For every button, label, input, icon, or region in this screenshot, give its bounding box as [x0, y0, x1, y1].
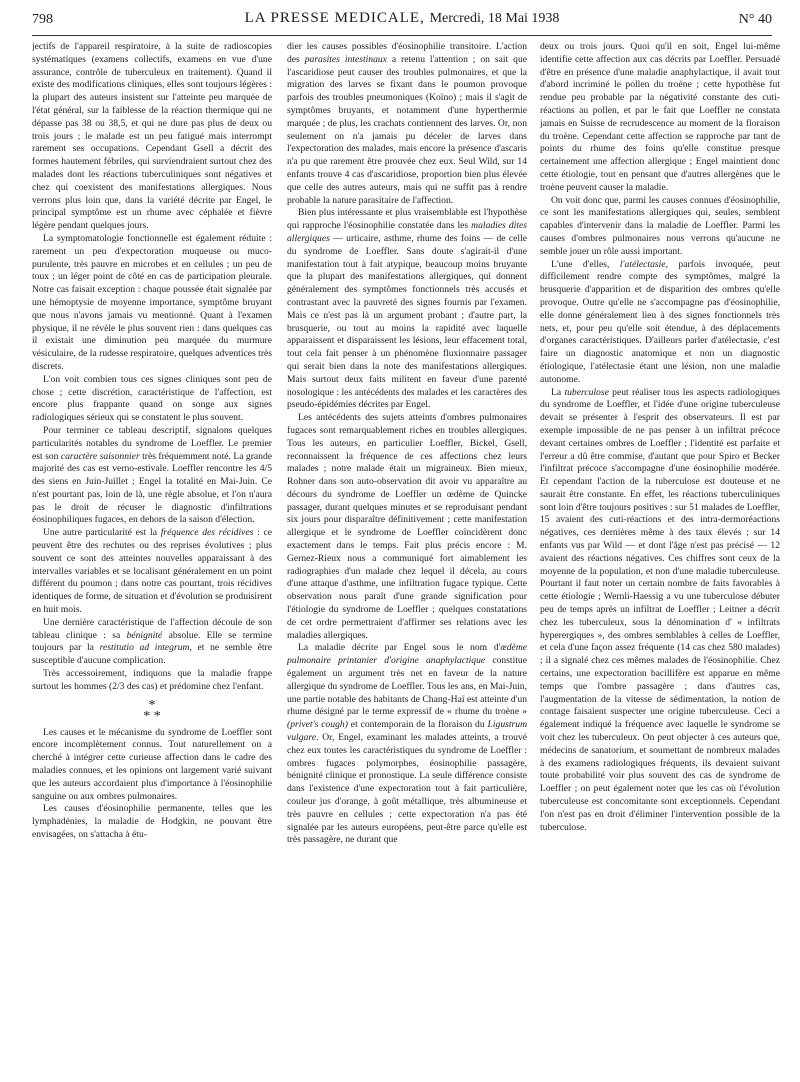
paragraph: deux ou trois jours. Quoi qu'il en soit, Engel lui-même identifie cette affection aux cas décrits par Loeffler. Persuadé d'être en présence d'une maladie anaphylactique, il avait tout d'abord incriminé le pollen du troène ; cette hypothèse fut rendue peu probable par la négativité constante des cuti-réactions au pollen, et par le fait que Loeffler ne constata jamais en Suisse de recrudescence au moment de la floraison du troène. Cependant cette affection se rapproche par tant de points du rhume des foins qu'elle constitue presque certainement une affection allergique ; Engel maintient donc cette étiologie, tout en pensant que d'autres allergènes que le troène peuvent causer la maladie. — [540, 41, 780, 193]
paragraph: La symptomatologie fonctionnelle est également réduite : rarement un peu d'expectoration muqueuse ou muco-purulente, très pauvre en microbes et en cellules ; un peu de toux ; un léger point de côté en cas de participation pleurale. Notre cas faisait exception : chaque poussée était signalée par une hémoptysie de moyenne importance, symptôme bruyant que nous n'avons jamais vu mentionné. Quant à l'examen physique, il ne révèle le plus souvent rien : dans quelques cas il existait une diminution peu marquée du murmure vésiculaire, de la rudesse respiratoire, quelques adventices très discrets. — [32, 232, 272, 372]
journal-name: LA PRESSE MEDICALE, — [244, 10, 425, 26]
paragraph: Pour terminer ce tableau descriptif, signalons quelques particularités notables du syndrome de Loeffler. Le premier est son caractère saisonnier très fréquemment noté. La grande majorité des cas est verno-estivale. Loeffler rencontre les 4/5 des siens en Juin-Juillet ; Engel la totalité en Mai-Juin. Ce n'est pourtant pas, loin de là, une règle absolue, et l'on n'aura pas le droit de récuser le diagnostic d'infiltrations éosinophiliques fugaces, en dehors de la saison d'élection. — [32, 424, 272, 526]
header-rule — [32, 35, 772, 36]
column-2 — [287, 41, 527, 1071]
issue-number: N° 40 — [738, 12, 772, 27]
journal-title-line — [32, 10, 772, 27]
paragraph: L'on voit combien tous ces signes cliniques sont peu de chose ; cette discrétion, caractéristique de l'affection, est encore plus frappante quand on songe aux signes radiologiques sérieux qui se constatent le plus souvent. — [32, 373, 272, 424]
paragraph: jectifs de l'appareil respiratoire, à la suite de radioscopies systématiques (examens collectifs, examens en vue d'une assurance, contrôle de tuberculeux en traitement). Quand il existe des modifications cliniques, elles sont toujours légères : la plupart des auteurs insistent sur l'atteinte peu marquée de l'état général, sur la faiblesse de la réaction thermique qui ne dépasse pas 38 ou 38,5, et qui ne dure pas plus de deux ou trois jours ; le malade est un peu fatigué mais interrompt rarement ses occupations. Cependant Gsell a décrit des formes hautement fébriles, qui surviendraient surtout chez des malades dont les réactions tuberculiniques sont négatives et chez qui coexistent des manifestations allergiques. Nous verrons plus loin que, dans la variété décrite par Engel, le principal symptôme est un rhume avec céphalée et fièvre légère pendant quelques jours. — [32, 41, 272, 232]
paragraph: On voit donc que, parmi les causes connues d'éosinophilie, ce sont les manifestations allergiques qui, seules, semblent capables d'intervenir dans la maladie de Loeffler. Parmi les causes d'ombres pulmonaires nous verrons qu'aucune ne semble jouer un rôle aussi important. — [540, 194, 780, 257]
paragraph: La maladie décrite par Engel sous le nom d'œdème pulmonaire printanier d'origine anaphylactique constitue également un argument très net en faveur de la nature allergique du syndrome de Loeffler. Tous les ans, en Mai-Juin, une partie notable des habitants de Chang-Haï est atteinte d'un rhume désigné par le terme expressif de « rhume du troène » (privet's cough) et contemporain de la floraison du Ligustrum vulgare. Or, Engel, examinant les malades atteints, a trouvé chez eux toutes les caractéristiques du syndrome de Loeffler : ombres fugaces polymorphes, éosinophilie passagère, bénignité clinique et pronostique. La seule différence consiste dans l'existence d'une expectoration tout à fait particulière, couleur jus d'orange, à goût métallique, très albumineuse et très pauvre en cellules ; cette expectoration n'a pas été signalée par les auteurs européens, peut-être parce qu'elle est très passagère, ne durant que — [287, 642, 527, 846]
paragraph: Une dernière caractéristique de l'affection découle de son tableau clinique : sa bénignité absolue. Elle se termine toujours par la restitutio ad integrum, et ne semble être susceptible d'aucune complication. — [32, 616, 272, 667]
paragraph: Les causes d'éosinophilie permanente, telles que les lymphadénies, la maladie de Hodgkin, ne pouvant être envisagées, on s'attacha à étu- — [32, 803, 272, 841]
page-header — [32, 10, 772, 32]
paragraph: Bien plus intéressante et plus vraisemblable est l'hypothèse qui rapproche l'éosinophilie constatée dans les maladies dites allergiques — urticaire, asthme, rhume des foins — de celle du syndrome de Loeffler. Sans doute s'agirait-il d'une manifestation tout à fait atypique, beaucoup moins bruyante que la plupart des manifestations allergiques, qui donnent généralement des symptômes fonctionnels très accusés et contrastant avec la pauvreté des signes fournis par l'examen. Mais ce n'est pas là un argument probant ; d'autre part, la brusquerie, ou tout au moins la rapidité avec laquelle apparaissent et disparaissent les lésions, leur effacement total, tout cela fait penser à un phénomène fluxionnaire passager qui serait bien dans la note des manifestations allergiques. Mais surtout deux faits militent en faveur d'une parenté nosologique : les antécédents des malades et les caractères des pseudo-épidémies décrites par Engel. — [287, 207, 527, 411]
paragraph: Une autre particularité est la fréquence des récidives : ce peuvent être des rechutes ou des reprises évolutives ; plus souvent ce sont des atteintes nouvelles apparaissant à des intervalles variables et se localisant généralement en un point différent du poumon ; dans notre cas pourtant, trois récidives identiques de forme, de situation et d'évolution se produisirent en huit mois. — [32, 527, 272, 616]
paragraph: Les causes et le mécanisme du syndrome de Loeffler sont encore incomplètement connus. Tout naturellement on a cherché à intégrer cette curieuse affection dans le cadre des maladies connues, et les opinions ont largement varié suivant que les auteurs accordaient plus d'importance à l'éosinophilie sanguine ou aux ombres pulmonaires. — [32, 726, 272, 802]
paragraph: Très accessoirement, indiquons que la maladie frappe surtout les hommes (2/3 des cas) et prédomine chez l'enfant. — [32, 668, 272, 692]
section-break-asterisks: * * * — [143, 697, 161, 724]
issue-date: Mercredi, 18 Mai 1938 — [429, 11, 560, 26]
paragraph: dier les causes possibles d'éosinophilie transitoire. L'action des parasites intestinaux a retenu l'attention ; on sait que l'ascaridiose peut causer des troubles pulmonaires, et que la migration des larves se fixant dans le poumon provoque parfois des troubles pneumoniques (Koïno) ; mais il s'agit de symptômes bruyants, et notamment d'une hyperthermie marquée ; de plus, les crachats contiennent des larves. Or, non seulement on n'a jamais pu déceler de larves dans l'expectoration des malades, mais encore la présence d'ascaris n'a pu que rarement être prouvée chez eux. Seul Wild, sur 14 enfants trouve 4 cas d'ascaridiose, proportion bien plus élevée que celle des autres auteurs, mais qui ne suffit pas à rendre probable la nature parasitaire de l'affection. — [287, 41, 527, 206]
column-3 — [540, 41, 780, 1071]
column-1 — [32, 41, 272, 1071]
paragraph: La tuberculose peut réaliser tous les aspects radiologiques du syndrome de Loeffler, et l'idée d'une origine tuberculeuse devait se présenter à l'esprit des observateurs. Il est par exemple impossible de ne pas penser à un infiltrat précoce devant certaines ombres de Loeffler ; l'identité est parfaite et l'erreur a dû être commise, d'autant que pour Spiro et Becker l'infiltrat précoce s'accompagne d'une éosinophilie modérée. Et cependant l'action de la tuberculose est douteuse et ne saurait être constante. En effet, les réactions tuberculiniques sont loin d'être toujours positives : sur 51 malades de Loeffler, 15 avaient des cuti-réactions et des intra-dermoréactions négatives, ces dernières même à des taux élevés ; sur 14 enfants vus par Wild — et dont l'âge n'est pas précisé — 12 avaient des réactions négatives. Ces chiffres sont ceux de la moyenne de la population, et non d'une maladie tuberculeuse. Pourtant il faut noter un certain nombre de faits favorables à cette étiologie ; Wernli-Haessig a vu une tuberculose débuter peu de temps après un infiltrat de Loeffler ; Leitner a décrit chez les tuberculeux, sous la dénomination d' « infiltrats hyperergiques », des ombres semblables à celles de Loeffler, et cela d'une façon assez fréquente (14 cas chez 580 malades) ; il a signalé chez ces mêmes malades de l'éosinophilie. Chez certains, une expectoration bacillifère est apparue en même temps que l'ombre passagère ; dans d'autres cas, l'augmentation de la vitesse de sédimentation, la notion de contage faisaient suspecter une origine tuberculeuse. Ceci a également indiqué la fréquence avec laquelle le syndrome se voit chez les tuberculeux. On peut objecter à ces auteurs que, médecins de sanatorium, et soumettant de nombreux malades à des examens radiologiques fréquents, ils devaient suivant toute probabilité voir plus souvent des cas de syndrome de Loeffler ; on peut également noter que les cas où l'évolution tuberculeuse est concomitante sont exceptionnels. Cependant l'on n'est pas en droit d'éliminer l'intervention possible de la tuberculose. — [540, 386, 780, 833]
paragraph: L'une d'elles, l'atélectasie, parfois invoquée, peut difficilement rendre compte des symptômes, malgré la brusquerie d'apparition et de disparition des ombres qu'elle provoque. Outre qu'elle ne s'accompagne pas d'éosinophilie, elle donne généralement lieu à des signes fonctionnels très nets, et, pour peu qu'elle soit étendue, à des déplacements d'organes caractéristiques. D'ailleurs parler d'atélectasie, c'est faire un diagnostic anatomique et non un diagnostic étiologique, l'atélectasie étant une lésion, non une maladie autonome. — [540, 258, 780, 385]
paragraph: Les antécédents des sujets atteints d'ombres pulmonaires fugaces sont remarquablement riches en troubles allergiques. Tous les auteurs, en particulier Loeffler, Bickel, Gsell, reconnaissent la fréquence de ces affections chez leurs malades ; notre malade était un migraineux. Bien mieux, Rohner dans son auto-observation dit avoir vu apparaître au décours du syndrome de Loeffler un œdème de Quincke passager, durant quelques minutes et se reproduisant pendant six jours pour disparaître définitivement ; cette manifestation allergique et le syndrome de Loeffler coïncidèrent donc exactement dans le temps. Fait plus précis encore : M. Gernez-Rieux nous a communiqué fort aimablement les radiographies d'un malade chez lequel il décela, au cours d'une attaque d'asthme, une infiltration fugace typique. Cette observation nous paraît d'une grande signification pour l'étiologie du syndrome de Loeffler ; quelques constatations de cet ordre permettraient d'affirmer ses relations avec les maladies allergiques. — [287, 412, 527, 641]
page-number: 798 — [32, 12, 53, 27]
